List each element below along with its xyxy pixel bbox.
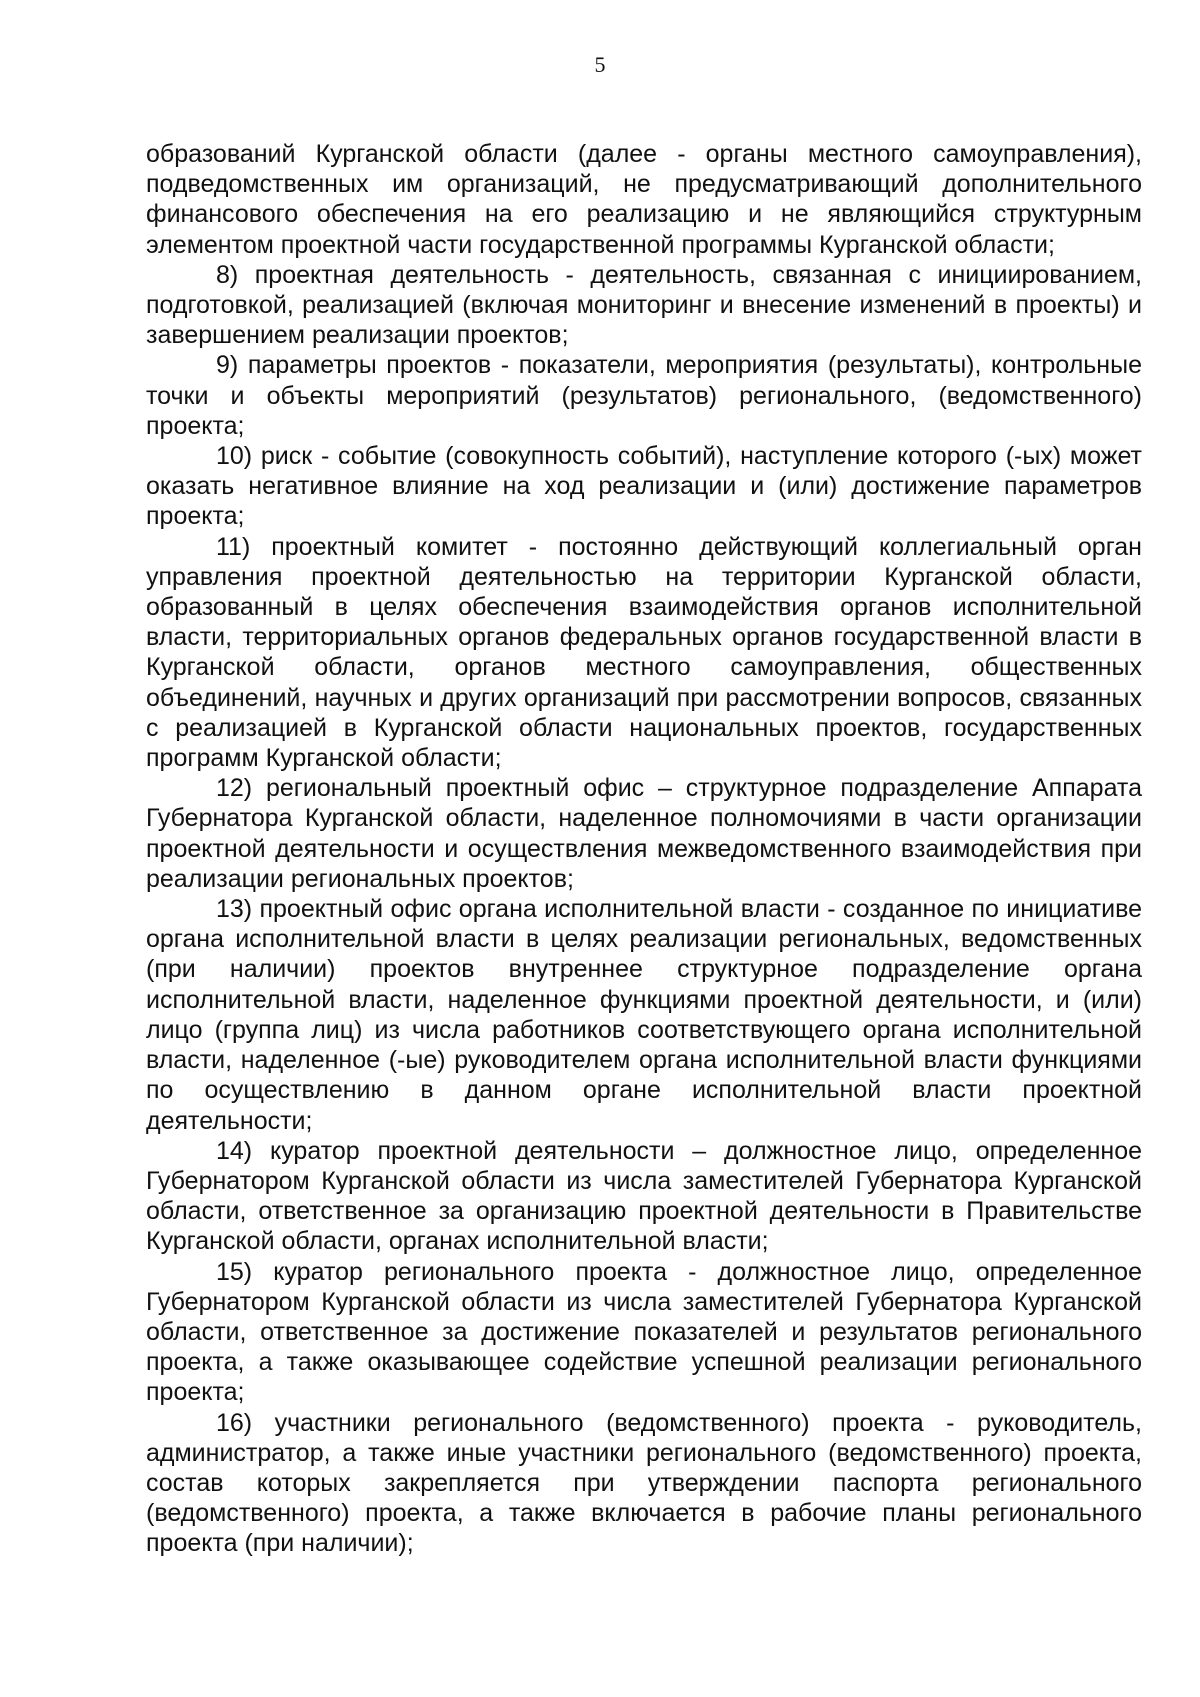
- paragraph-item-15: 15) куратор регионального проекта - должностное лицо, определенное Губернатором Курганской области из числа заместителей Губернатора Курганской области, ответственное за достижение показателей и результатов регионального проекта, а также оказывающее содействие успешной реализации регионального проекта;: [146, 1257, 1142, 1407]
- paragraph-item-14: 14) куратор проектной деятельности – должностное лицо, определенное Губернатором Курганской области из числа заместителей Губернатора Курганской области, ответственное за организацию проектной деятельности в Правительстве Курганской области, органах исполнительной власти;: [146, 1136, 1142, 1256]
- paragraph-item-9: 9) параметры проектов - показатели, мероприятия (результаты), контрольные точки и объекты мероприятий (результатов) регионального, (ведомственного) проекта;: [146, 351, 1142, 440]
- paragraph-item-11: 11) проектный комитет - постоянно действующий коллегиальный орган управления проектной деятельностью на территории Курганской области, образованный в целях обеспечения взаимодействия органов исполнительной власти, территориальных органов федеральных органов государственной власти в Курганской области, органов местного самоуправления, общественных объединений, научных и других организаций при рассмотрении вопросов, связанных с реализацией в Курганской области национальных проектов, государственных программ Курганской области;: [146, 532, 1142, 773]
- paragraph-item-13: 13) проектный офис органа исполнительной власти - созданное по инициативе органа исполнительной власти в целях реализации региональных, ведомственных (при наличии) проектов внутреннее структурное подразделение органа исполнительной власти, наделенное функциями проектной деятельности, и (или) лицо (группа лиц) из числа работников соответствующего органа исполнительной власти, наделенное (-ые) руководителем органа исполнительной власти функциями по осуществлению в данном органе исполнительной власти проектной деятельности;: [146, 895, 1142, 1135]
- page-number: 5: [594, 52, 606, 77]
- paragraph-item-10: 10) риск - событие (совокупность событий), наступление которого (-ых) может оказать негативное влияние на ход реализации и (или) достижение параметров проекта;: [146, 442, 1142, 531]
- paragraph-item-16: 16) участники регионального (ведомственного) проекта - руководитель, администратор, а также иные участники регионального (ведомственного) проекта, состав которых закрепляется при утверждении паспорта регионального (ведомственного) проекта, а также включается в рабочие планы регионального проекта (при наличии);: [146, 1408, 1142, 1558]
- paragraph-intro-continuation: образований Курганской области (далее - органы местного самоуправления), подведомственных им организаций, не предусматривающий дополнительного финансового обеспечения на его реализацию и не являющийся структурным элементом проектной части государственной программы Курганской области;: [146, 140, 1142, 259]
- document-body: [146, 139, 1142, 1559]
- paragraph-item-12: 12) региональный проектный офис – структурное подразделение Аппарата Губернатора Курганской области, наделенное полномочиями в части организации проектной деятельности и осуществления межведомственного взаимодействия при реализации региональных проектов;: [146, 774, 1142, 893]
- paragraph-item-8: 8) проектная деятельность - деятельность, связанная с инициированием, подготовкой, реализацией (включая мониторинг и внесение изменений в проекты) и завершением реализации проектов;: [146, 260, 1142, 350]
